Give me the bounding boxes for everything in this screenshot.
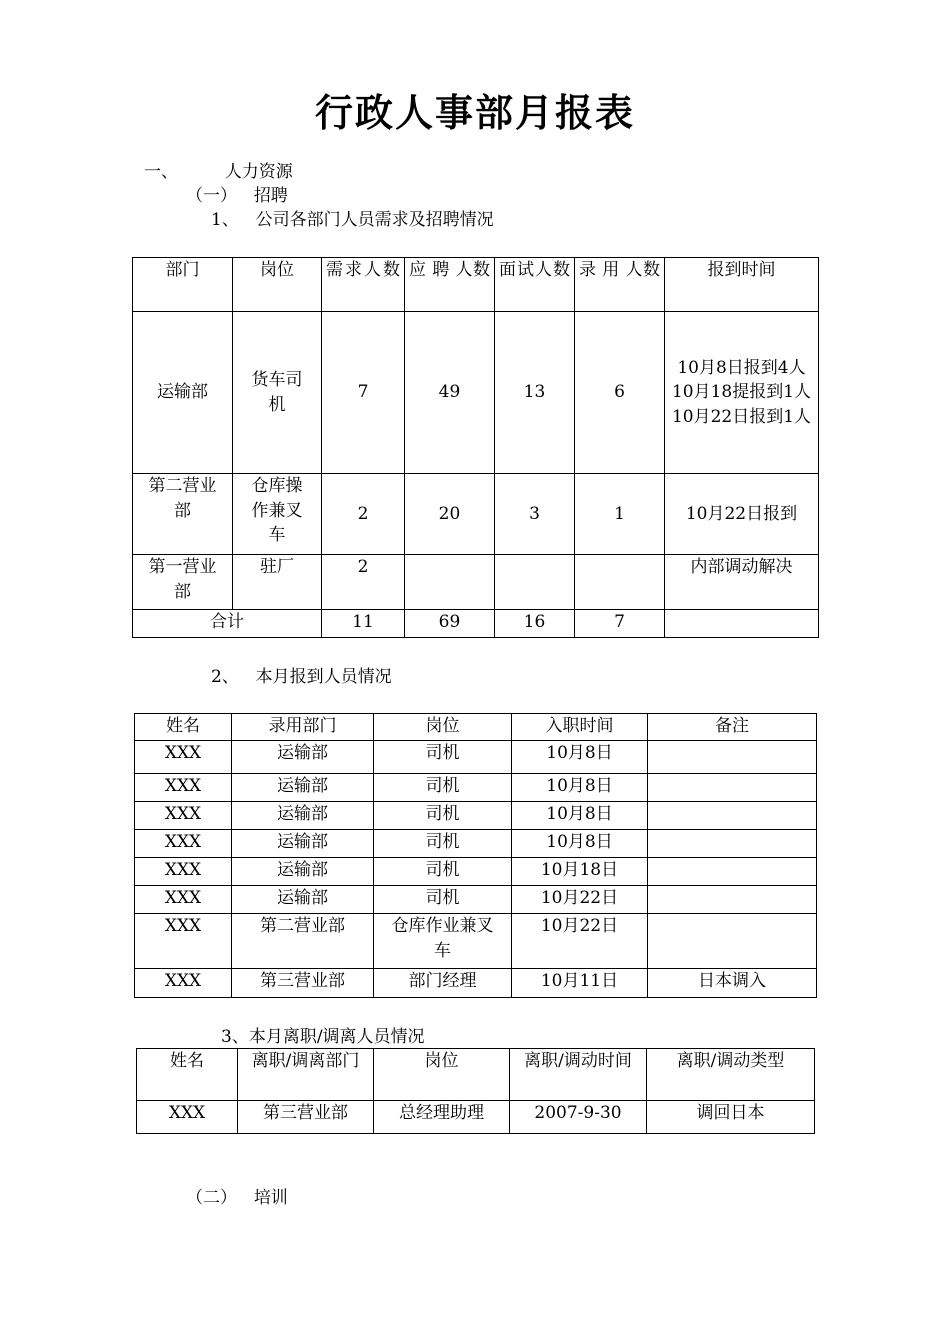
need-cell: 7: [322, 312, 405, 474]
dept-cell: 运输部: [232, 858, 374, 886]
header-cell: 录用部门: [232, 714, 374, 741]
table-row: [135, 741, 817, 774]
dept-cell: 运输部: [232, 741, 374, 774]
note-cell: [648, 914, 817, 969]
table-row: [135, 774, 817, 802]
item-heading: [211, 665, 392, 689]
applied-cell: [405, 555, 495, 610]
table-row: [135, 802, 817, 830]
hired-cell: 6: [575, 312, 665, 474]
item-label: 公司各部门人员需求及招聘情况: [255, 210, 494, 230]
item-heading: [211, 208, 494, 232]
dept-cell: 运输部: [232, 830, 374, 858]
note-cell: [648, 802, 817, 830]
note-cell: [648, 774, 817, 802]
table-header-row: [137, 1049, 815, 1101]
header-cell: 姓名: [135, 714, 232, 741]
table-row: [133, 474, 819, 555]
report-cell: [665, 555, 819, 610]
note-cell: [648, 886, 817, 914]
post-cell: 驻厂: [233, 555, 322, 610]
dept-cell: 第二营业部: [133, 474, 233, 555]
header-cell: 部门: [133, 258, 233, 312]
post-cell: 货车司机: [233, 312, 322, 474]
name-cell: XXX: [135, 830, 232, 858]
header-cell: 备注: [648, 714, 817, 741]
post-cell: 司机: [374, 774, 512, 802]
table-row: [137, 1101, 815, 1134]
header-cell: 应 聘 人数: [405, 258, 495, 312]
total-interview: 16: [495, 610, 575, 638]
report-line: 10月22日报到1人: [671, 406, 812, 427]
item-number: 1、: [211, 210, 239, 230]
report-cell: [665, 312, 819, 474]
header-cell: 面试人数: [495, 258, 575, 312]
dept-cell: 运输部: [232, 774, 374, 802]
header-cell: 岗位: [233, 258, 322, 312]
dept-cell: 运输部: [133, 312, 233, 474]
header-cell: 需求人数: [322, 258, 405, 312]
item-heading: 3、本月离职/调离人员情况: [221, 1027, 425, 1047]
report-line: 10月22日报到: [685, 503, 798, 524]
dept-cell: 第一营业部: [133, 555, 233, 610]
total-need: 11: [322, 610, 405, 638]
interview-cell: 3: [495, 474, 575, 555]
table-row: [135, 914, 817, 969]
item-label: 本月报到人员情况: [255, 667, 392, 687]
name-cell: XXX: [135, 774, 232, 802]
need-cell: 2: [322, 474, 405, 555]
report-line: 内部调动解决: [690, 557, 793, 577]
hired-cell: 1: [575, 474, 665, 555]
post-cell: 仓库操作兼叉车: [233, 474, 322, 555]
date-cell: 2007-9-30: [510, 1101, 647, 1134]
date-cell: 10月8日: [512, 802, 648, 830]
name-cell: XXX: [135, 741, 232, 774]
note-cell: [648, 741, 817, 774]
date-cell: 10月22日: [512, 914, 648, 969]
report-line: 10月18提报到1人: [671, 382, 812, 403]
total-label: 合计: [133, 610, 322, 638]
name-cell: XXX: [135, 802, 232, 830]
note-cell: [648, 830, 817, 858]
header-cell: 离职/调动类型: [647, 1049, 815, 1101]
subsection-number: （二）: [186, 1188, 237, 1208]
dept-cell: 运输部: [232, 886, 374, 914]
applied-cell: 49: [405, 312, 495, 474]
post-cell: 司机: [374, 858, 512, 886]
note-cell: 日本调入: [648, 969, 817, 998]
report-cell: [665, 474, 819, 555]
need-cell: 2: [322, 555, 405, 610]
page-title: 行政人事部月报表: [314, 91, 635, 135]
name-cell: XXX: [137, 1101, 238, 1134]
header-cell: 录 用 人数: [575, 258, 665, 312]
applied-cell: 20: [405, 474, 495, 555]
subsection-label: 招聘: [253, 186, 288, 206]
header-cell: 岗位: [374, 1049, 510, 1101]
dept-cell: 第二营业部: [232, 914, 374, 969]
post-cell: 司机: [374, 830, 512, 858]
table-header-row: [135, 714, 817, 741]
subsection-label: 培训: [253, 1188, 288, 1208]
subsection-heading: [186, 1186, 288, 1210]
date-cell: 10月8日: [512, 830, 648, 858]
recruitment-table: [132, 257, 819, 638]
interview-cell: 13: [495, 312, 575, 474]
header-cell: 离职/调离部门: [238, 1049, 374, 1101]
subsection-number: （一）: [186, 186, 237, 206]
table-row: [133, 312, 819, 474]
dept-cell: 运输部: [232, 802, 374, 830]
dept-cell: 第三营业部: [232, 969, 374, 998]
note-cell: [648, 858, 817, 886]
name-cell: XXX: [135, 914, 232, 969]
header-cell: 姓名: [137, 1049, 238, 1101]
hired-cell: [575, 555, 665, 610]
total-hired: 7: [575, 610, 665, 638]
header-cell: 离职/调动时间: [510, 1049, 647, 1101]
date-cell: 10月8日: [512, 741, 648, 774]
name-cell: XXX: [135, 858, 232, 886]
table-row: [135, 858, 817, 886]
total-report: [665, 610, 819, 638]
header-cell: 岗位: [374, 714, 512, 741]
post-cell: 司机: [374, 802, 512, 830]
post-cell: 司机: [374, 741, 512, 774]
name-cell: XXX: [135, 886, 232, 914]
header-cell: 报到时间: [665, 258, 819, 312]
table-row: [133, 555, 819, 610]
date-cell: 10月22日: [512, 886, 648, 914]
section-label: 人力资源: [224, 162, 293, 182]
table-row: [135, 886, 817, 914]
table-row: [135, 969, 817, 998]
date-cell: 10月11日: [512, 969, 648, 998]
date-cell: 10月18日: [512, 858, 648, 886]
post-cell: 仓库作业兼叉车: [374, 914, 512, 969]
date-cell: 10月8日: [512, 774, 648, 802]
post-cell: 部门经理: [374, 969, 512, 998]
section-number: 一、: [144, 162, 178, 182]
table-row: [135, 830, 817, 858]
departure-table: [136, 1048, 815, 1134]
onboarding-table: [134, 713, 817, 998]
dept-cell: 第三营业部: [238, 1101, 374, 1134]
total-applied: 69: [405, 610, 495, 638]
item-number: 2、: [211, 667, 239, 687]
post-cell: 总经理助理: [374, 1101, 510, 1134]
post-cell: 司机: [374, 886, 512, 914]
interview-cell: [495, 555, 575, 610]
table-header-row: [133, 258, 819, 312]
name-cell: XXX: [135, 969, 232, 998]
type-cell: 调回日本: [647, 1101, 815, 1134]
section-heading: [144, 160, 293, 184]
subsection-heading: [186, 184, 288, 208]
total-row: [133, 610, 819, 638]
report-line: 10月8日报到4人: [677, 357, 806, 378]
header-cell: 入职时间: [512, 714, 648, 741]
